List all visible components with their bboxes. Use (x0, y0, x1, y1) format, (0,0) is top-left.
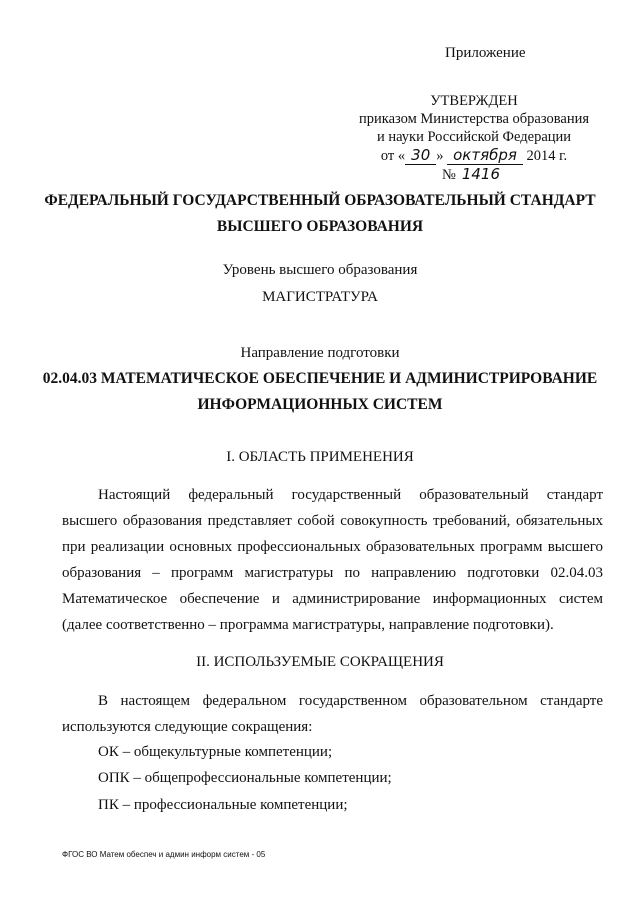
list-item: ОК – общекультурные компетенции; (98, 744, 333, 760)
approved-label: УТВЕРЖДЕН (430, 93, 518, 109)
title-line-1: ФЕДЕРАЛЬНЫЙ ГОСУДАРСТВЕННЫЙ ОБРАЗОВАТЕЛЬНЫЙ СТАНДАРТ (44, 192, 596, 209)
date-year: 2014 г. № (441, 148, 568, 183)
direction-label: Направление подготовки (240, 345, 400, 361)
section2-heading: II. ИСПОЛЬЗУЕМЫЕ СОКРАЩЕНИЯ (196, 654, 444, 670)
footer-note: ФГОС ВО Матем обеспеч и админ информ систем - 05 (62, 850, 266, 859)
date-mid: » (436, 148, 444, 164)
direction-line-2: ИНФОРМАЦИОННЫХ СИСТЕМ (197, 396, 443, 413)
document-title (0, 188, 640, 240)
level-label: Уровень высшего образования (222, 262, 418, 278)
level-value: МАГИСТРАТУРА (262, 289, 378, 305)
order-line-2: и науки Российской Федерации (376, 129, 572, 145)
section1-paragraph: Настоящий федеральный государственный образовательный стандарт высшего образования представляет собой совокупность требований, обязательных при реализации основных профессиональных образовательных программ высшего образования – программ магистратуры по направлению подготовки 02.04.03 Математическое обеспечение и администрирование информационных систем (далее соответственно – программа магистратуры, направление подготовки). (62, 487, 603, 633)
section1-heading: I. ОБЛАСТЬ ПРИМЕНЕНИЯ (226, 449, 414, 465)
direction-line-1: 02.04.03 МАТЕМАТИЧЕСКОЕ ОБЕСПЕЧЕНИЕ И АДМИНИСТРИРОВАНИЕ (42, 370, 598, 387)
order-line-1: приказом Министерства образования (358, 111, 590, 127)
list-item: ПК – профессиональные компетенции; (98, 797, 348, 813)
approval-block (0, 92, 594, 184)
order-date-line (354, 146, 594, 184)
title-line-2: ВЫСШЕГО ОБРАЗОВАНИЯ (216, 218, 424, 235)
list-item: ОПК – общепрофессиональные компетенции; (98, 770, 392, 786)
section2-intro: В настоящем федеральном государственном образовательном стандарте используются следующие сокращения: (62, 693, 603, 735)
handwritten-month: октября (447, 146, 523, 165)
handwritten-order-number: 1416 (461, 165, 501, 183)
date-prefix: от « (380, 148, 406, 164)
appendix-label: Приложение (445, 45, 526, 61)
handwritten-day: 30 (405, 146, 436, 165)
